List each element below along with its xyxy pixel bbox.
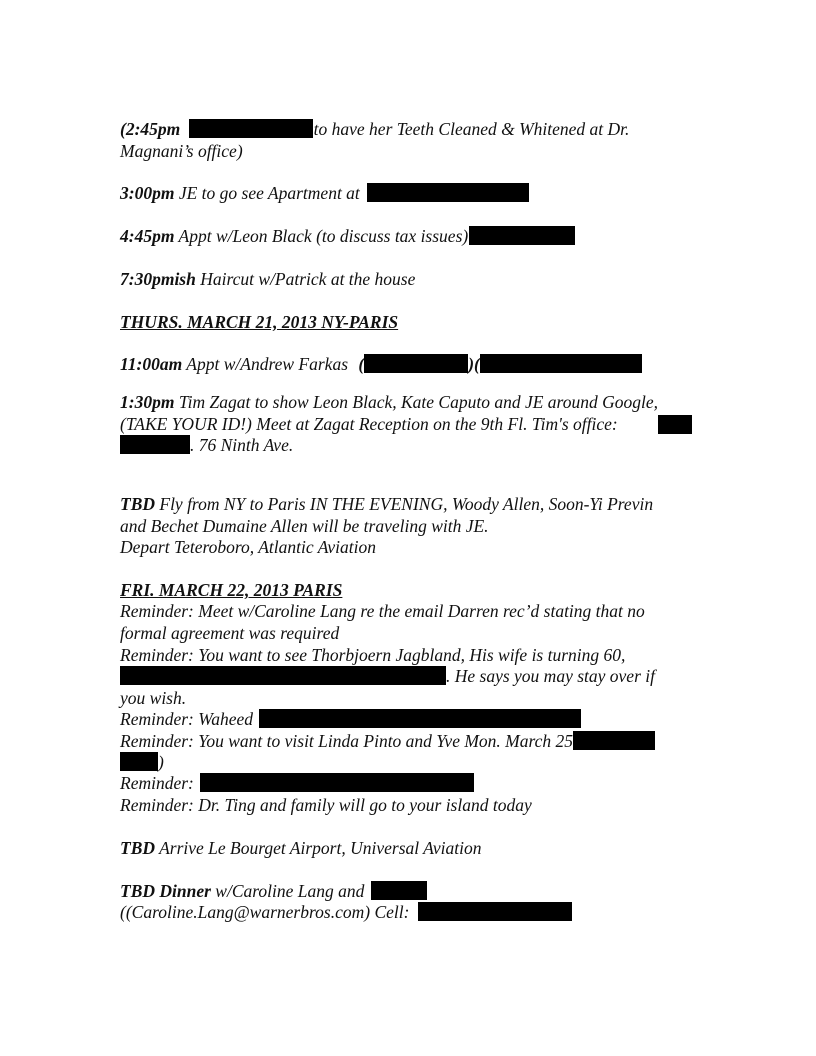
reminder-line: Reminder: Dr. Ting and family will go to your island today bbox=[120, 795, 532, 815]
redaction-box bbox=[367, 183, 529, 202]
entry-line bbox=[120, 269, 415, 291]
reminder-line: Reminder: You want to see Thorbjoern Jagbland, His wife is turning 60, bbox=[120, 645, 626, 665]
redaction-box bbox=[469, 226, 575, 245]
reminder-line: Reminder: You want to visit Linda Pinto and Yve Mon. March 25 bbox=[120, 731, 655, 753]
reminder-line: . He says you may stay over if bbox=[120, 666, 655, 688]
entry-text: Arrive Le Bourget Airport, Universal Aviation bbox=[159, 838, 482, 858]
entry-line bbox=[120, 494, 653, 516]
entry-text: Depart Teteroboro, Atlantic Aviation bbox=[120, 537, 377, 557]
redaction-box bbox=[658, 415, 692, 434]
redaction-box bbox=[120, 666, 446, 685]
entry-line bbox=[120, 435, 293, 457]
entry-text: ((Caroline.Lang@warnerbros.com) Cell: bbox=[120, 902, 410, 922]
entry-text: . 76 Ninth Ave. bbox=[190, 435, 294, 455]
redaction-box bbox=[573, 731, 655, 750]
entry-line bbox=[120, 141, 243, 163]
reminder-line: formal agreement was required bbox=[120, 623, 340, 643]
entry-line bbox=[120, 516, 489, 538]
redaction-box bbox=[418, 902, 572, 921]
redaction-box bbox=[200, 773, 474, 792]
entry-time: 7:30pmish bbox=[120, 269, 196, 289]
entry-line bbox=[120, 838, 482, 860]
entry-text: to have her Teeth Cleaned & Whitened at Dr. bbox=[313, 119, 630, 139]
entry-text: w/Caroline Lang and bbox=[215, 881, 365, 901]
entry-time: TBD Dinner bbox=[120, 881, 211, 901]
entry-line bbox=[120, 354, 642, 376]
redaction-box bbox=[189, 119, 313, 138]
entry-text: Fly from NY to Paris IN THE EVENING, Woody Allen, Soon-Yi Previn bbox=[159, 494, 654, 514]
entry-time: 3:00pm bbox=[120, 183, 175, 203]
entry-punct: )( bbox=[468, 354, 480, 374]
entry-time: 4:45pm bbox=[120, 226, 175, 246]
entry-text: JE to go see Apartment at bbox=[178, 183, 360, 203]
entry-line bbox=[120, 119, 629, 141]
entry-line bbox=[120, 226, 575, 248]
redaction-box bbox=[120, 752, 158, 771]
entry-line bbox=[120, 414, 618, 436]
redaction-box bbox=[364, 354, 468, 373]
entry-text: Magnani’s office) bbox=[120, 141, 243, 161]
reminder-line: you wish. bbox=[120, 688, 187, 708]
entry-line bbox=[120, 392, 658, 414]
redaction-box bbox=[371, 881, 427, 900]
entry-time: TBD bbox=[120, 494, 155, 514]
redaction-box bbox=[480, 354, 642, 373]
entry-time: (2:45pm bbox=[120, 119, 181, 139]
entry-line bbox=[120, 183, 529, 205]
entry-text: Appt w/Andrew Farkas bbox=[186, 354, 349, 374]
day-heading: FRI. MARCH 22, 2013 PARIS bbox=[120, 580, 343, 600]
redaction-box bbox=[259, 709, 581, 728]
entry-text: Tim Zagat to show Leon Black, Kate Caputo and JE around Google, bbox=[178, 392, 658, 412]
entry-text: Haircut w/Patrick at the house bbox=[200, 269, 416, 289]
redaction-box bbox=[120, 435, 190, 454]
reminder-line: ) bbox=[120, 752, 164, 774]
entry-time: TBD bbox=[120, 838, 155, 858]
entry-line bbox=[120, 902, 572, 924]
entry-line bbox=[120, 881, 427, 903]
reminder-line: Reminder: Meet w/Caroline Lang re the email Darren rec’d stating that no bbox=[120, 601, 645, 621]
entry-time: 1:30pm bbox=[120, 392, 175, 412]
day-heading: THURS. MARCH 21, 2013 NY-PARIS bbox=[120, 312, 399, 332]
entry-text: and Bechet Dumaine Allen will be traveling with JE. bbox=[120, 516, 489, 536]
entry-line bbox=[120, 537, 376, 559]
entry-text: Appt w/Leon Black (to discuss tax issues) bbox=[178, 226, 469, 246]
entry-punct: ( bbox=[358, 354, 365, 374]
entry-text: (TAKE YOUR ID!) Meet at Zagat Reception on the 9th Fl. Tim's office: bbox=[120, 414, 618, 434]
reminder-line: Reminder: bbox=[120, 773, 474, 795]
entry-time: 11:00am bbox=[120, 354, 183, 374]
reminder-line: Reminder: Waheed bbox=[120, 709, 581, 731]
